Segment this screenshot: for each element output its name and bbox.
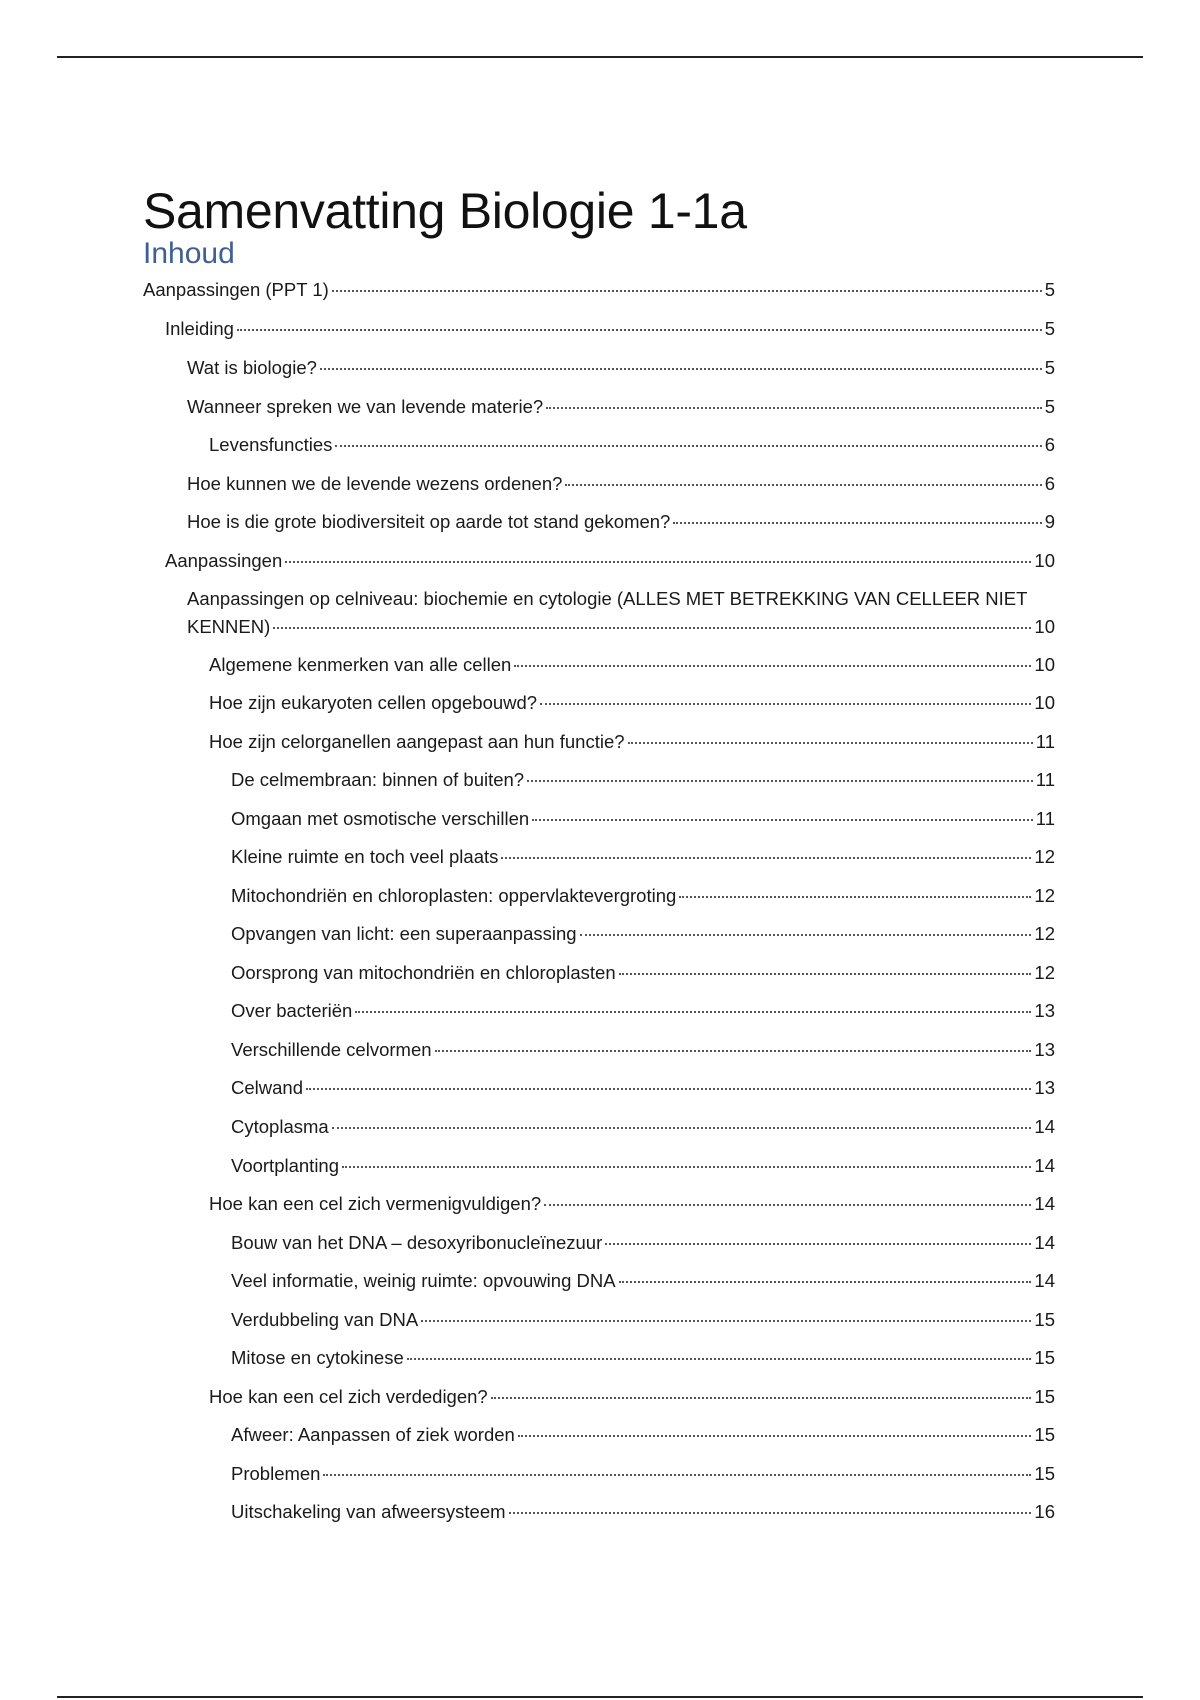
toc-entry-page: 15 xyxy=(1034,1347,1055,1368)
toc-entry[interactable] xyxy=(209,434,1055,456)
toc-entry-label: Aanpassingen (PPT 1) xyxy=(143,279,329,300)
toc-entry-label: Inleiding xyxy=(165,318,234,339)
toc-entry[interactable] xyxy=(187,511,1055,533)
toc-entry[interactable] xyxy=(231,1270,1055,1292)
toc-entry[interactable] xyxy=(231,846,1055,868)
toc-entry-label: Aanpassingen xyxy=(165,550,283,571)
toc-entry-page: 6 xyxy=(1044,434,1055,455)
toc-entry[interactable] xyxy=(165,318,1055,340)
toc-entry[interactable] xyxy=(231,1347,1055,1369)
toc-entry-label: Hoe kan een cel zich verdedigen? xyxy=(209,1386,488,1407)
toc-entry-label: Wanneer spreken we van levende materie? xyxy=(187,396,544,417)
toc-entry-label: Problemen xyxy=(231,1463,321,1484)
toc-entry[interactable] xyxy=(231,1077,1055,1099)
toc-entry-label: Omgaan met osmotische verschillen xyxy=(231,808,530,829)
toc-entry-page: 10 xyxy=(1034,550,1055,571)
toc-entry-label: Hoe zijn eukaryoten cellen opgebouwd? xyxy=(209,692,538,713)
toc-entry[interactable] xyxy=(209,731,1055,753)
toc-entry-page: 6 xyxy=(1044,473,1055,494)
toc-entry-label: Mitochondriën en chloroplasten: oppervlaktevergroting xyxy=(231,885,677,906)
toc-entry-page: 10 xyxy=(1034,692,1055,713)
toc-entry[interactable] xyxy=(209,654,1055,676)
toc-entry[interactable] xyxy=(231,1501,1055,1523)
toc-entry-label: Wat is biologie? xyxy=(187,357,317,378)
toc-entry-page: 16 xyxy=(1034,1501,1055,1522)
toc-entry-label: Hoe is die grote biodiversiteit op aarde tot stand gekomen? xyxy=(187,511,671,532)
toc-entry[interactable] xyxy=(231,769,1055,791)
toc-entry[interactable] xyxy=(187,396,1055,418)
toc-entry-page: 9 xyxy=(1044,511,1055,532)
toc-entry-page: 11 xyxy=(1035,769,1055,790)
toc-entry[interactable] xyxy=(231,962,1055,984)
footer-rule xyxy=(57,1696,1143,1698)
toc-entry-label: Afweer: Aanpassen of ziek worden xyxy=(231,1424,515,1445)
toc-entry-page: 12 xyxy=(1034,962,1055,983)
toc-entry-page: 14 xyxy=(1034,1116,1055,1137)
toc-entry[interactable] xyxy=(231,923,1055,945)
toc-entry-label: Oorsprong van mitochondriën en chloroplasten xyxy=(231,962,616,983)
toc-entry-page: 14 xyxy=(1034,1232,1055,1253)
toc-entry[interactable] xyxy=(231,1463,1055,1485)
toc-entry-label: Verschillende celvormen xyxy=(231,1039,432,1060)
toc-entry-page: 14 xyxy=(1034,1193,1055,1214)
toc-entry-page: 15 xyxy=(1034,1463,1055,1484)
toc-entry-page: 15 xyxy=(1034,1309,1055,1330)
toc-entry-page: 5 xyxy=(1044,396,1055,417)
toc-entry-label: Veel informatie, weinig ruimte: opvouwing DNA xyxy=(231,1270,616,1291)
toc-entry[interactable] xyxy=(209,1386,1055,1408)
toc-entry-label: Hoe kan een cel zich vermenigvuldigen? xyxy=(209,1193,542,1214)
toc-entry[interactable] xyxy=(231,1155,1055,1177)
toc-entry-page: 5 xyxy=(1044,318,1055,339)
toc-entry-page: 15 xyxy=(1034,1386,1055,1407)
toc-entry-page: 13 xyxy=(1034,1039,1055,1060)
toc-entry[interactable] xyxy=(231,1232,1055,1254)
toc-entry-label: De celmembraan: binnen of buiten? xyxy=(231,769,525,790)
toc-entry-page: 14 xyxy=(1034,1155,1055,1176)
toc-entry[interactable] xyxy=(187,357,1055,379)
toc-entry-page: 12 xyxy=(1034,846,1055,867)
toc-entry-page: 11 xyxy=(1035,731,1055,752)
toc-entry[interactable] xyxy=(187,588,1055,638)
toc-entry-label: Hoe kunnen we de levende wezens ordenen? xyxy=(187,473,563,494)
toc-entry[interactable] xyxy=(231,808,1055,830)
toc-entry-page: 5 xyxy=(1044,357,1055,378)
toc-entry-page: 14 xyxy=(1034,1270,1055,1291)
toc-entry[interactable] xyxy=(209,692,1055,714)
toc-entry-label: Verdubbeling van DNA xyxy=(231,1309,419,1330)
document-title: Samenvatting Biologie 1-1a xyxy=(143,182,747,239)
toc-entry[interactable] xyxy=(231,885,1055,907)
toc-entry[interactable] xyxy=(231,1424,1055,1446)
toc-entry[interactable] xyxy=(165,550,1055,572)
toc-entry-label: Aanpassingen op celniveau: biochemie en cytologie (ALLES MET BETREKKING VAN CELLEER NIET xyxy=(187,588,1028,609)
toc-entry-label: Uitschakeling van afweersysteem xyxy=(231,1501,506,1522)
toc-entry-page: 12 xyxy=(1034,923,1055,944)
toc-entry-label: Celwand xyxy=(231,1077,303,1098)
toc-entry-label: Voortplanting xyxy=(231,1155,340,1176)
toc-entry[interactable] xyxy=(231,1039,1055,1061)
toc-entry-label: Bouw van het DNA – desoxyribonucleïnezuur xyxy=(231,1232,603,1253)
toc-entry[interactable] xyxy=(231,1000,1055,1022)
toc-entry-page: 10 xyxy=(1034,616,1055,637)
toc-entry-page: 13 xyxy=(1034,1077,1055,1098)
toc-entry[interactable] xyxy=(231,1309,1055,1331)
toc-entry-label: Levensfuncties xyxy=(209,434,333,455)
toc-entry[interactable] xyxy=(231,1116,1055,1138)
toc-entry[interactable] xyxy=(209,1193,1055,1215)
toc-entry-label: Hoe zijn celorganellen aangepast aan hun functie? xyxy=(209,731,625,752)
toc-entry-page: 15 xyxy=(1034,1424,1055,1445)
toc-entry-label: Over bacteriën xyxy=(231,1000,353,1021)
toc-entry-page: 10 xyxy=(1034,654,1055,675)
toc-entry[interactable] xyxy=(143,279,1055,301)
toc-heading: Inhoud xyxy=(143,237,235,270)
toc-entry-page: 11 xyxy=(1035,808,1055,829)
toc-entry-label: Opvangen van licht: een superaanpassing xyxy=(231,923,577,944)
toc-entry-page: 13 xyxy=(1034,1000,1055,1021)
toc-entry-page: 12 xyxy=(1034,885,1055,906)
toc-entry-label: Mitose en cytokinese xyxy=(231,1347,404,1368)
toc-entry-page: 5 xyxy=(1044,279,1055,300)
toc-entry-label: Algemene kenmerken van alle cellen xyxy=(209,654,512,675)
toc-entry-label: Kleine ruimte en toch veel plaats xyxy=(231,846,499,867)
toc-entry[interactable] xyxy=(187,473,1055,495)
toc-entry-label: Cytoplasma xyxy=(231,1116,329,1137)
toc-entry-label-cont: KENNEN) xyxy=(187,616,271,637)
